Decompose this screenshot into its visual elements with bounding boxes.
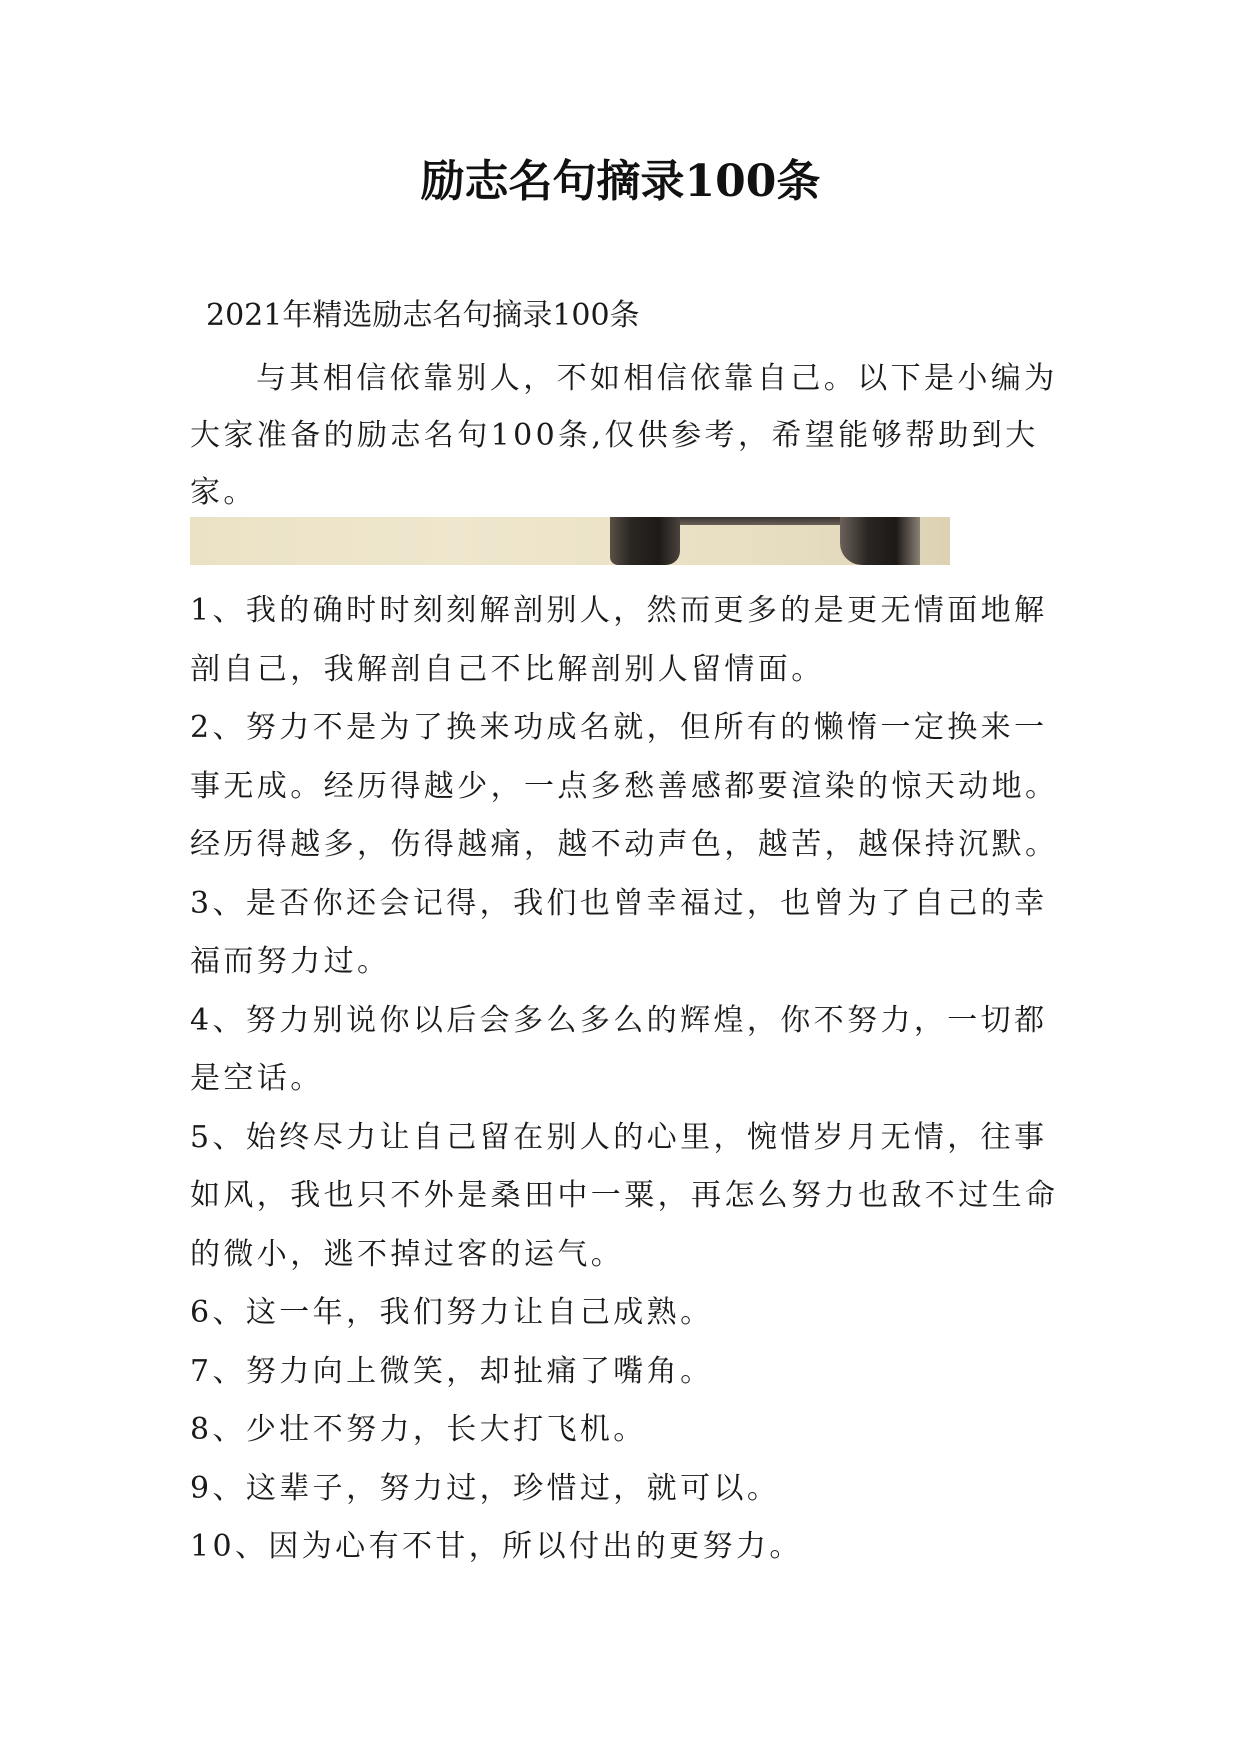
quote-item: 5、始终尽力让自己留在别人的心里，惋惜岁月无情，往事如风，我也只不外是桑田中一粟，再怎么努力也敌不过生命的微小，逃不掉过客的运气。 xyxy=(190,1119,1059,1272)
photo-dark-shape-left xyxy=(610,517,680,565)
photo-dark-shape-right xyxy=(840,517,920,565)
quote-item: 3、是否你还会记得，我们也曾幸福过，也曾为了自己的幸福而努力过。 xyxy=(190,885,1048,979)
quote-item: 1、我的确时时刻刻解剖别人，然而更多的是更无情面地解剖自己，我解剖自己不比解剖别人留情面。 xyxy=(190,593,1048,687)
cropped-photo-image xyxy=(190,517,950,565)
quote-item: 6、这一年，我们努力让自己成熟。 xyxy=(190,1295,714,1330)
quote-item: 9、这辈子，努力过，珍惜过，就可以。 xyxy=(190,1470,781,1506)
photo-dark-shape-top xyxy=(680,517,840,525)
quote-list xyxy=(190,582,1090,1577)
document-title: 励志名句摘录100条 xyxy=(420,156,821,207)
quote-item: 10、因为心有不甘，所以付出的更努力。 xyxy=(190,1529,803,1564)
document-subtitle: 2021年精选励志名句摘录100条 xyxy=(206,298,640,333)
quote-item: 7、努力向上微笑，却扯痛了嘴角。 xyxy=(190,1353,714,1389)
quote-item: 4、努力别说你以后会多么多么的辉煌，你不努力，一切都是空话。 xyxy=(190,1002,1048,1096)
intro-paragraph: 与其相信依靠别人，不如相信依靠自己。以下是小编为大家准备的励志名句100条,仅供参考，希望能够帮助到大家。 xyxy=(190,361,1058,510)
quote-item: 8、少壮不努力，长大打飞机。 xyxy=(190,1412,647,1447)
quote-item: 2、努力不是为了换来功成名就，但所有的懒惰一定换来一事无成。经历得越少，一点多愁善感都要渲染的惊天动地。经历得越多，伤得越痛，越不动声色，越苦，越保持沉默。 xyxy=(190,710,1059,862)
